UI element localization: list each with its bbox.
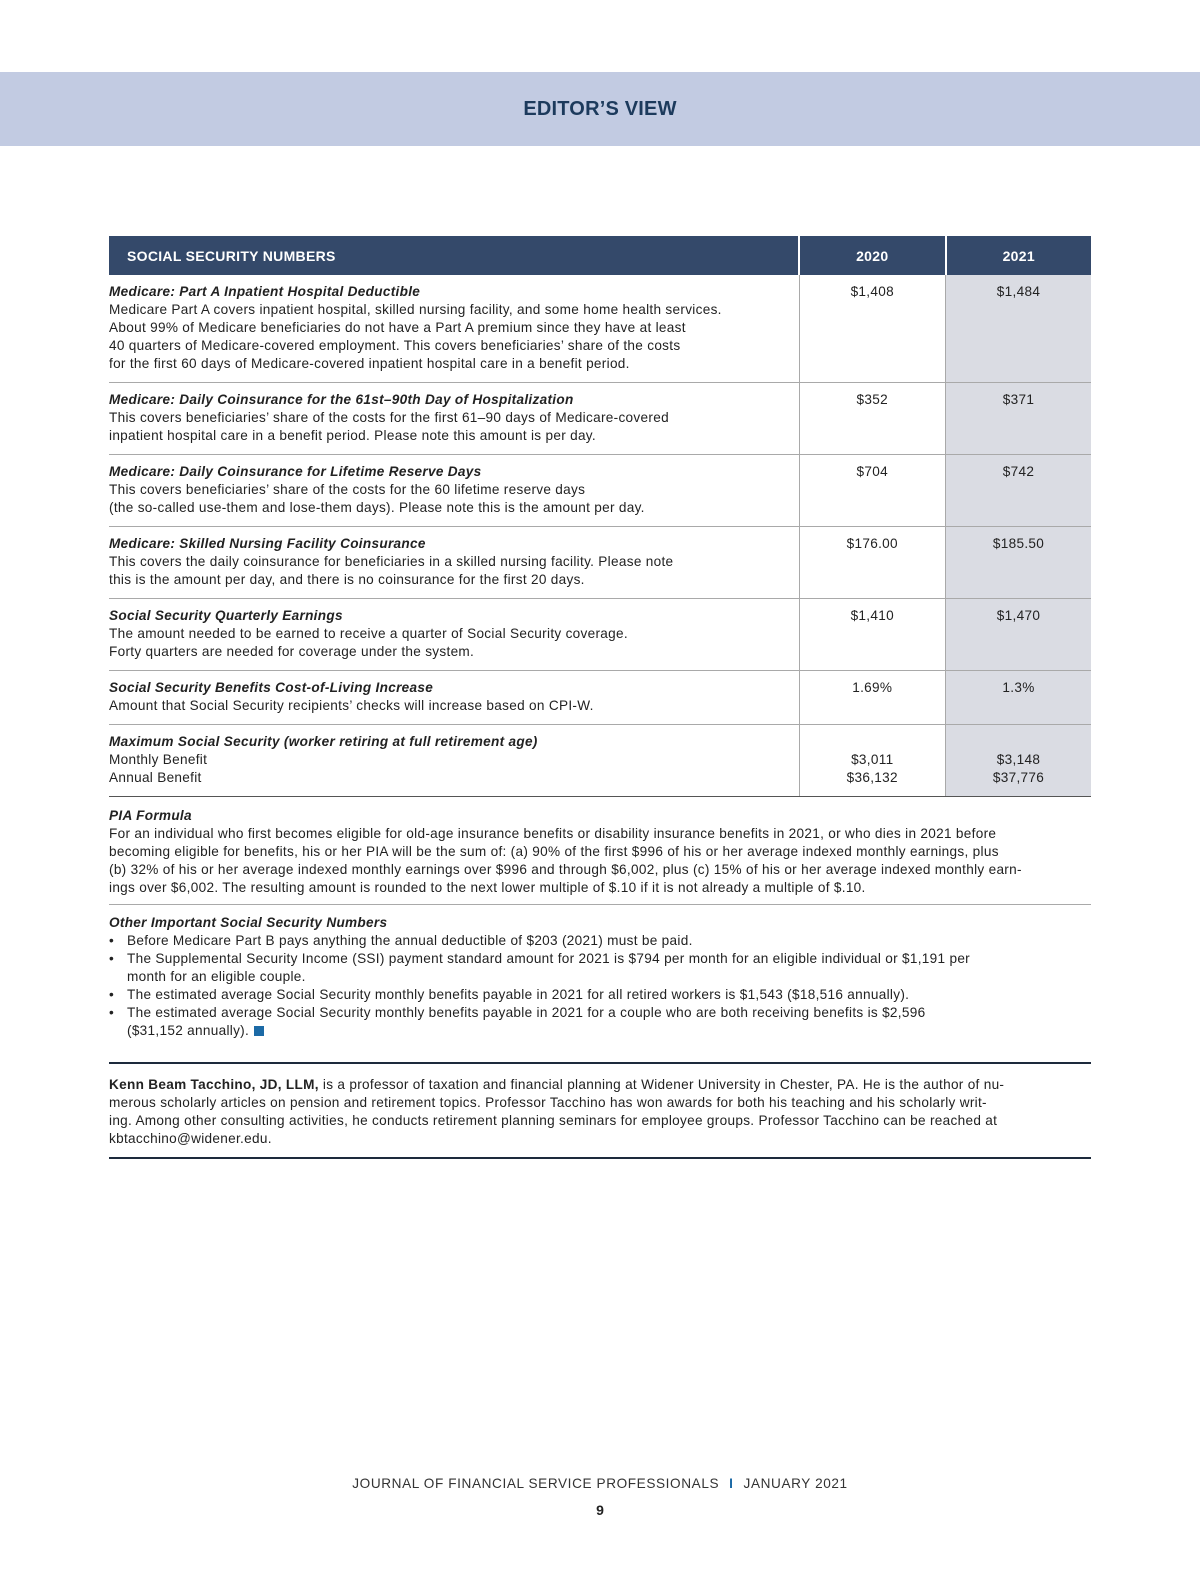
section-divider (109, 904, 1091, 905)
author-bio (109, 1062, 1091, 1159)
list-item-text: Before Medicare Part B pays anything the annual deductible of $203 (2021) must be paid. (127, 933, 693, 948)
other-numbers-section (109, 914, 1091, 1040)
row-description (109, 671, 799, 725)
row-description-line: 40 quarters of Medicare-covered employment. This covers beneficiaries’ share of the costs (109, 338, 681, 353)
issue-date: JANUARY 2021 (743, 1476, 848, 1491)
author-bio-line: ing. Among other consulting activities, he conducts retirement planning seminars for employee groups. Professor Tacchino can be reached at (109, 1113, 998, 1128)
author-name: Kenn Beam Tacchino, JD, LLM, (109, 1077, 319, 1092)
value-2021: $1,470 (946, 599, 1092, 671)
bullet-icon: • (109, 951, 115, 966)
row-title: Medicare: Daily Coinsurance for Lifetime Reserve Days (109, 464, 482, 479)
value-2020: $176.00 (799, 527, 945, 599)
other-numbers-title: Other Important Social Security Numbers (109, 915, 388, 930)
row-description-line: The amount needed to be earned to receive a quarter of Social Security coverage. (109, 626, 628, 641)
row-description (109, 725, 799, 797)
table-row (109, 527, 1091, 599)
section-title: EDITOR’S VIEW (523, 97, 677, 120)
list-item (109, 932, 1091, 950)
monthly-benefit-2020: $3,011 (851, 752, 894, 767)
list-item-text: The estimated average Social Security monthly benefits payable in 2021 for a couple who are both receiving benefits is $2,596 (127, 1005, 926, 1020)
column-header-label: SOCIAL SECURITY NUMBERS (109, 236, 799, 275)
annual-benefit-2021: $37,776 (992, 770, 1045, 785)
row-title: Medicare: Daily Coinsurance for the 61st–90th Day of Hospitalization (109, 392, 574, 407)
value-2020: $1,408 (799, 275, 945, 383)
bullet-icon: • (109, 987, 115, 1002)
monthly-benefit-label: Monthly Benefit (109, 752, 208, 767)
row-title: Social Security Quarterly Earnings (109, 608, 343, 623)
bullet-icon: • (109, 933, 115, 948)
article-content (109, 236, 1091, 1159)
pia-formula-section (109, 807, 1091, 897)
list-item (109, 950, 1091, 986)
value-2021: $742 (946, 455, 1092, 527)
column-header-2021: 2021 (946, 236, 1092, 275)
author-bio-line: kbtacchino@widener.edu. (109, 1131, 272, 1146)
row-description-line: About 99% of Medicare beneficiaries do not have a Part A premium since they have at least (109, 320, 686, 335)
journal-name: JOURNAL OF FINANCIAL SERVICE PROFESSIONALS (352, 1476, 720, 1491)
row-description (109, 455, 799, 527)
row-description-line: This covers the daily coinsurance for beneficiaries in a skilled nursing facility. Please note (109, 554, 674, 569)
row-description (109, 527, 799, 599)
value-2020: $704 (799, 455, 945, 527)
column-header-2020: 2020 (799, 236, 945, 275)
row-description-line: inpatient hospital care in a benefit period. Please note this amount is per day. (109, 428, 596, 443)
other-numbers-list (109, 932, 1091, 1040)
value-2021: $1,484 (946, 275, 1092, 383)
pia-formula-title: PIA Formula (109, 808, 192, 823)
list-item-text: The Supplemental Security Income (SSI) payment standard amount for 2021 is $794 per month for an eligible individual or $1,191 per (127, 951, 971, 966)
annual-benefit-2020: $36,132 (846, 770, 898, 785)
row-title: Maximum Social Security (worker retiring at full retirement age) (109, 734, 538, 749)
annual-benefit-label: Annual Benefit (109, 770, 202, 785)
table-row (109, 599, 1091, 671)
row-description (109, 275, 799, 383)
value-2020: $1,410 (799, 599, 945, 671)
footer-separator: I (729, 1476, 734, 1491)
end-of-article-icon (254, 1026, 264, 1036)
row-description-line: Medicare Part A covers inpatient hospital, skilled nursing facility, and some home health services. (109, 302, 722, 317)
list-item-line (127, 986, 1091, 1004)
author-bio-line: merous scholarly articles on pension and retirement topics. Professor Tacchino has won awards for both his teaching and his scholarly writ- (109, 1095, 987, 1110)
value-2021: $185.50 (946, 527, 1092, 599)
row-title: Medicare: Skilled Nursing Facility Coinsurance (109, 536, 426, 551)
pia-formula-line: ings over $6,002. The resulting amount is rounded to the next lower multiple of $.10 if it is not already a multiple of $.10. (109, 880, 866, 895)
page-footer (0, 1476, 1200, 1491)
table-row (109, 671, 1091, 725)
value-2021 (946, 725, 1092, 797)
table-row (109, 275, 1091, 383)
row-description (109, 599, 799, 671)
list-item-line (127, 1004, 1091, 1022)
author-bio-line: is a professor of taxation and financial planning at Widener University in Chester, PA. He is the author of nu- (318, 1077, 1005, 1092)
list-item (109, 1004, 1091, 1040)
row-description-line: this is the amount per day, and there is no coinsurance for the first 20 days. (109, 572, 585, 587)
row-description-line: for the first 60 days of Medicare-covered inpatient hospital care in a benefit period. (109, 356, 630, 371)
list-item-line (127, 968, 1091, 986)
table-row-max-benefit (109, 725, 1091, 797)
page-number: 9 (596, 1502, 604, 1518)
list-item-text: month for an eligible couple. (127, 969, 306, 984)
value-2020: 1.69% (799, 671, 945, 725)
bullet-icon: • (109, 1005, 115, 1020)
value-2021: $371 (946, 383, 1092, 455)
value-2020 (799, 725, 945, 797)
social-security-table (109, 236, 1091, 797)
list-item-line (127, 950, 1091, 968)
pia-formula-line: For an individual who first becomes eligible for old-age insurance benefits or disability insurance benefits in 2021, or who dies in 2021 before (109, 826, 997, 841)
list-item-line (127, 932, 1091, 950)
row-title: Social Security Benefits Cost-of-Living Increase (109, 680, 434, 695)
author-bio-text (109, 1076, 1091, 1148)
value-2020: $352 (799, 383, 945, 455)
row-description-line: Forty quarters are needed for coverage under the system. (109, 644, 475, 659)
monthly-benefit-2021: $3,148 (996, 752, 1041, 767)
pia-formula-line: (b) 32% of his or her average indexed monthly earnings over $996 and through $6,002, plus (c) 15% of his or her average indexed monthly earn- (109, 862, 1022, 877)
list-item-line (127, 1022, 1091, 1040)
table-header-row (109, 236, 1091, 275)
table-row (109, 455, 1091, 527)
pia-formula-line: becoming eligible for benefits, his or her PIA will be the sum of: (a) 90% of the first $996 of his or her average indexed monthly earnings, plus (109, 844, 999, 859)
list-item (109, 986, 1091, 1004)
row-description-line: (the so-called use-them and lose-them days). Please note this is the amount per day. (109, 500, 645, 515)
row-description-line: Amount that Social Security recipients’ checks will increase based on CPI-W. (109, 698, 594, 713)
row-description-line: This covers beneficiaries’ share of the costs for the 60 lifetime reserve days (109, 482, 586, 497)
list-item-text: ($31,152 annually). (127, 1023, 250, 1038)
row-description (109, 383, 799, 455)
row-title: Medicare: Part A Inpatient Hospital Deductible (109, 284, 421, 299)
table-row (109, 383, 1091, 455)
value-2021: 1.3% (946, 671, 1092, 725)
list-item-text: The estimated average Social Security monthly benefits payable in 2021 for all retired workers is $1,543 ($18,516 annually). (127, 987, 910, 1002)
table-body (109, 275, 1091, 797)
pia-formula-text (109, 825, 1091, 897)
section-banner (0, 72, 1200, 146)
row-description-line: This covers beneficiaries’ share of the costs for the first 61–90 days of Medicare-covered (109, 410, 669, 425)
